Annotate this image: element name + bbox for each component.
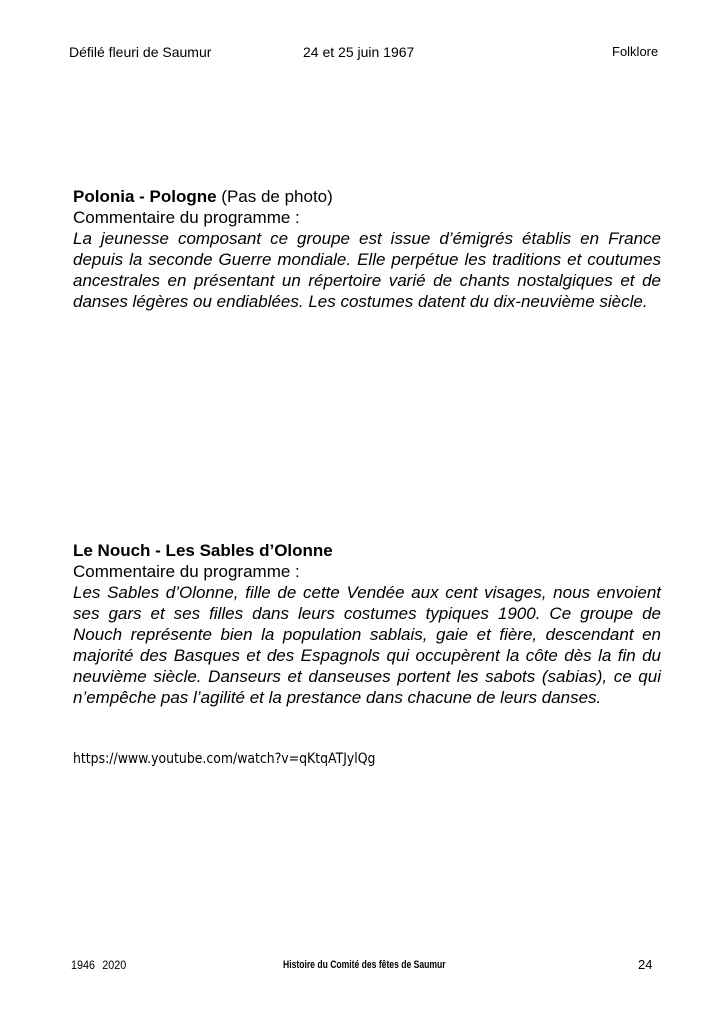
section-title bbox=[73, 186, 663, 207]
section-le-nouch bbox=[73, 540, 663, 708]
footer-page-number: 24 bbox=[638, 957, 653, 972]
section-title-bold: Polonia - Pologne bbox=[73, 187, 217, 206]
section-subtitle: Commentaire du programme : bbox=[73, 208, 300, 227]
section-body: Les Sables d’Olonne, fille de cette Vendée aux cent visages, nous envoient ses gars et ses filles dans leurs costumes typiques 1900. Ce groupe de Nouch représente bien la population sablais, gaie et fière, descendant en majorité des Basques et des Espagnols qui occupèrent la côte dès la fin du neuvième siècle. Danseurs et danseuses portent les sabots (sabias), ce qui n’empêche pas l’agilité et la prestance dans chacune de leurs danses. bbox=[73, 583, 661, 707]
section-title bbox=[73, 540, 663, 561]
header-event-title: Défilé fleuri de Saumur bbox=[69, 44, 212, 60]
header-date: 24 et 25 juin 1967 bbox=[303, 44, 415, 60]
footer-year-start: 1946 bbox=[71, 958, 96, 972]
section-title-bold: Le Nouch - Les Sables d’Olonne bbox=[73, 541, 333, 560]
footer-year-end: 2020 bbox=[102, 958, 127, 972]
footer-years bbox=[71, 957, 126, 973]
section-polonia bbox=[73, 186, 663, 312]
section-title-note: (Pas de photo) bbox=[216, 187, 333, 206]
footer-book-title: Histoire du Comité des fêtes de Saumur bbox=[283, 959, 446, 971]
section-body: La jeunesse composant ce groupe est issue d’émigrés établis en France depuis la seconde Guerre mondiale. Elle perpétue les traditions et coutumes ancestrales en présentant un répertoire varié de chants nostalgiques et de danses légères ou endiablées. Les costumes datent du dix-neuvième siècle. bbox=[73, 229, 661, 311]
youtube-link[interactable]: https://www.youtube.com/watch?v=qKtqATJylQg bbox=[73, 751, 376, 767]
section-subtitle: Commentaire du programme : bbox=[73, 562, 300, 581]
header-category: Folklore bbox=[612, 44, 659, 59]
